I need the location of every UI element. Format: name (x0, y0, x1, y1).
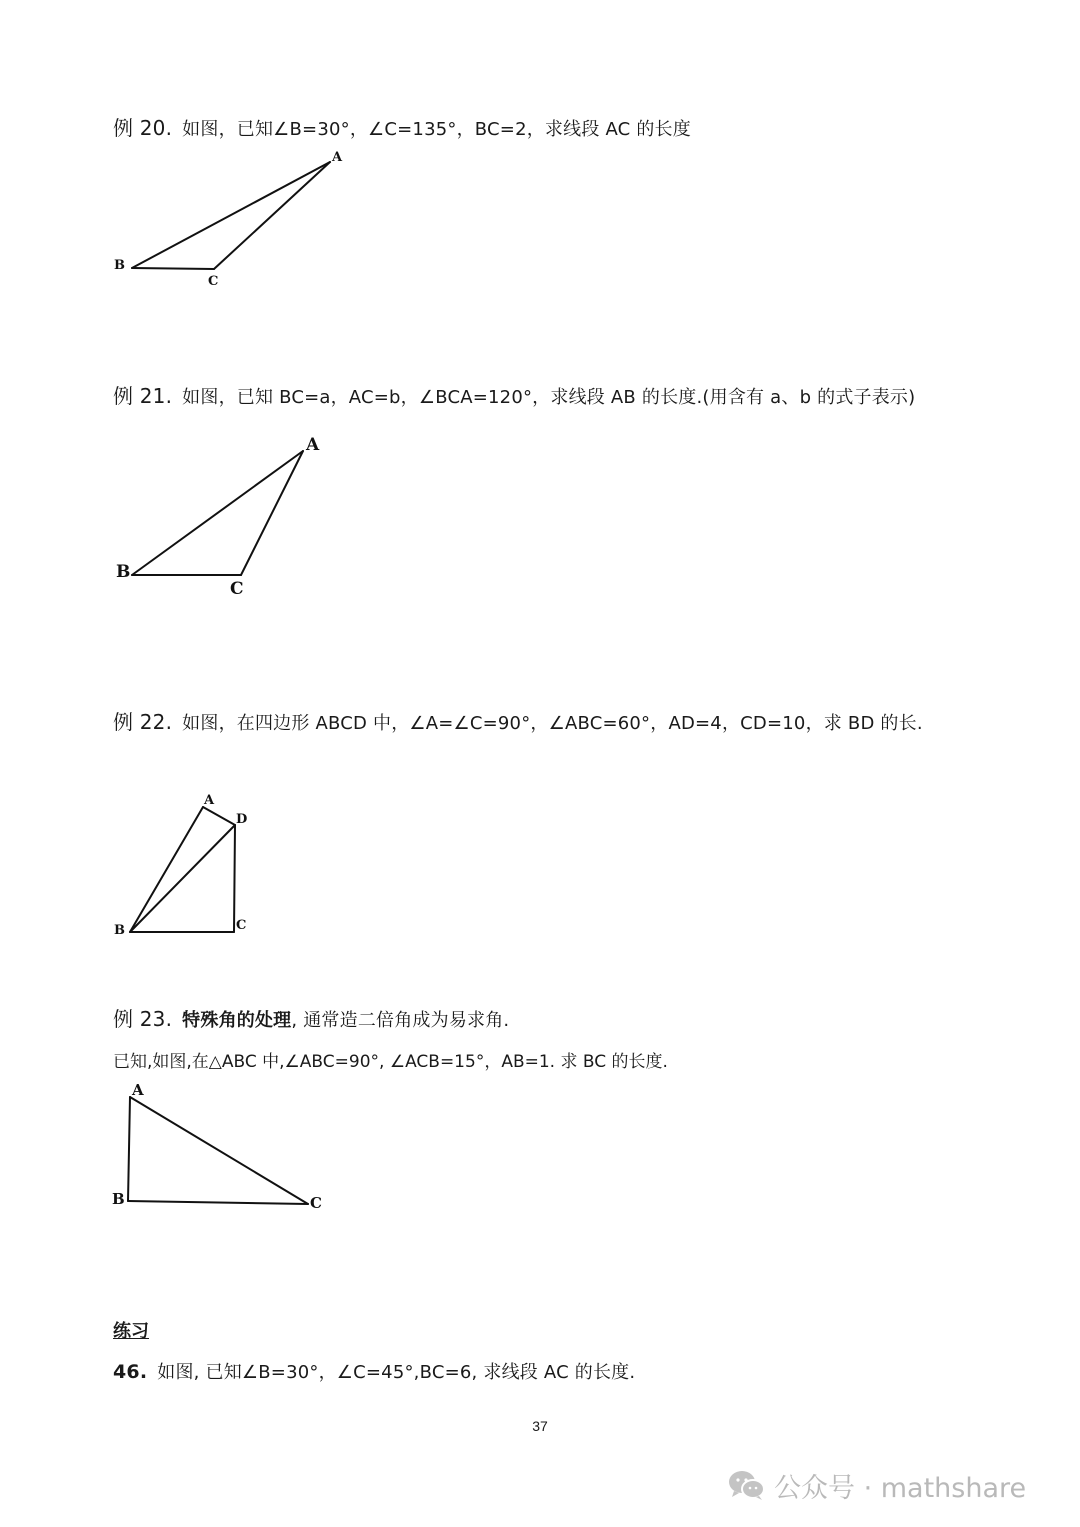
figure-21-triangle (110, 430, 350, 600)
figure-20-triangle (110, 145, 350, 295)
vertex-label-a: A (306, 435, 320, 455)
vertex-label-b: B (116, 562, 131, 582)
problem-23 (113, 1003, 509, 1032)
vertex-label-b: B (114, 258, 125, 273)
figure-23-triangle (110, 1080, 340, 1220)
page-number: 37 (532, 1418, 548, 1434)
problem-number: 例 22. (113, 710, 173, 734)
problem-text: 如图，已知 BC=a，AC=b，∠BCA=120°，求线段 AB 的长度.(用含有 a、b 的式子表示) (182, 387, 916, 408)
problem-number: 例 21. (113, 384, 173, 408)
practice-number: 46. (113, 1361, 148, 1383)
problem-text: 如图，在四边形 ABCD 中，∠A=∠C=90°，∠ABC=60°，AD=4，CD=10，求 BD 的长. (182, 713, 923, 734)
vertex-label-a: A (204, 793, 215, 808)
vertex-label-c: C (236, 918, 247, 933)
practice-heading: 练习 (113, 1321, 149, 1342)
watermark (728, 1465, 1026, 1505)
vertex-label-a: A (132, 1081, 144, 1099)
vertex-label-d: D (236, 812, 248, 827)
problem-text: , 通常造二倍角成为易求角. (291, 1010, 510, 1031)
vertex-label-b: B (114, 923, 125, 938)
figure-22-quadrilateral (110, 790, 270, 950)
problem-22 (113, 706, 923, 735)
vertex-label-b: B (112, 1190, 125, 1208)
problem-number: 例 20. (113, 116, 173, 140)
problem-topic: 特殊角的处理 (182, 1010, 292, 1031)
vertex-label-c: C (310, 1194, 322, 1212)
practice-text: 如图, 已知∠B=30°，∠C=45°,BC=6, 求线段 AC 的长度. (157, 1362, 636, 1383)
vertex-label-a: A (332, 150, 343, 165)
problem-21 (113, 380, 915, 409)
vertex-label-c: C (230, 579, 244, 599)
watermark-text: 公众号 · mathshare (774, 1472, 1027, 1504)
problem-number: 例 23. (113, 1007, 173, 1031)
problem-20 (113, 112, 691, 141)
problem-text: 如图，已知∠B=30°，∠C=135°，BC=2，求线段 AC 的长度 (182, 119, 691, 140)
practice-46 (113, 1358, 635, 1384)
vertex-label-c: C (208, 274, 219, 289)
problem-23-statement: 已知,如图,在△ABC 中,∠ABC=90°, ∠ACB=15°，AB=1. 求 BC 的长度. (113, 1052, 668, 1072)
wechat-icon (728, 1469, 766, 1501)
